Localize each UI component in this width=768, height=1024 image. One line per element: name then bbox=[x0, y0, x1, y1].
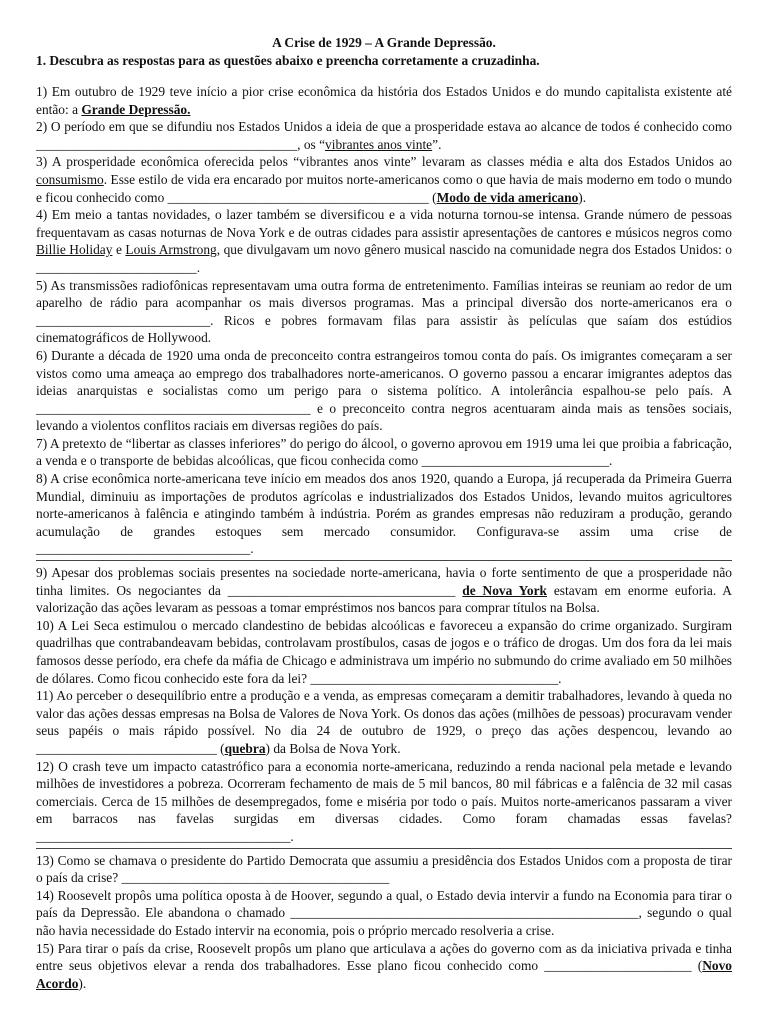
blank-8: ________________________________ bbox=[36, 541, 251, 557]
blank-7: ____________________________ bbox=[421, 453, 610, 469]
blank-9: __________________________________ bbox=[227, 582, 456, 598]
question-6: 6) Durante a década de 1920 uma onda de preconceito contra estrangeiros tomou conta do país. Os imigrantes começaram a ser vistos como uma ameaça ao emprego dos trabalhadores norte-americanos. O governo passou a encarar imigrantes adeptos das ideias anarquistas e socialistas como um perigo para o sistema político. A intolerância espalhou-se pelo país. A _________________________________________ e o preconceito contra negros acentuaram ainda mais as tensões sociais, levando a violentos conflitos raciais em diversas regiões do país. bbox=[36, 347, 732, 434]
question-4: 4) Em meio a tantas novidades, o lazer também se diversificou e a vida noturna tornou-se intensa. Grande número de pessoas frequentavam as casas noturnas de Nova York e de outras cidades para assistir apresentações de cantores e músicos negros como Billie Holiday e Louis Armstrong, que divulgavam um novo gênero musical nascido na comunidade negra dos Estados Unidos: o ________________________. bbox=[36, 207, 733, 275]
answer-15: Novo Acordo bbox=[36, 958, 732, 991]
blank-6: _________________________________________ bbox=[36, 400, 311, 416]
divider bbox=[36, 848, 732, 849]
underlined-term: vibrantes anos vinte bbox=[325, 136, 433, 152]
answer-11: quebra bbox=[224, 740, 266, 756]
blank-4: ________________________ bbox=[36, 259, 197, 275]
underlined-term: consumismo bbox=[36, 171, 104, 187]
answer-1: Grande Depressão. bbox=[81, 101, 191, 117]
question-8: 8) A crise econômica norte-americana teve início em meados dos anos 1920, quando a Europa, já recuperada da Primeira Guerra Mundial, diminuiu as importações de produtos agrícolas e industrializados dos Estados Unidos, levando muitos agricultores norte-americanos à falência e atingindo também à indústria. Porém as grandes empresas não reduziram a produção, gerando acumulação de grandes estoques sem mercado consumidor. Configurava-se assim uma crise de ________________________________. bbox=[36, 471, 732, 557]
page-title: A Crise de 1929 – A Grande Depressão. bbox=[272, 35, 496, 50]
question-9: 9) Apesar dos problemas sociais presentes na sociedade norte-americana, havia o forte sentimento de que a prosperidade não tinha limites. Os negociantes da __________________________________ de Nova York estavam em enorme euforia. A valorização das ações levaram as pessoas a tomar empréstimos nos bancos para comprar títulos na Bolsa. bbox=[36, 565, 732, 616]
blank-13: ________________________________________ bbox=[121, 870, 390, 886]
question-3: 3) A prosperidade econômica oferecida pelos “vibrantes anos vinte” levaram as classes média e alta dos Estados Unidos ao consumismo. Esse estilo de vida era encarado por muitos norte-americanos como o que havia de mais moderno em todo o mundo e ficou conhecido como _______________________________________ (Modo de vida americano). bbox=[36, 154, 732, 205]
question-12: 12) O crash teve um impacto catastrófico para a economia norte-americana, reduzindo a renda nacional pela metade e levando milhões de investidores a pobreza. Ocorreram fechamento de mais de 5 mil bancos, 80 mil fábricas e a falência de 32 mil casas comerciais. Cerca de 15 milhões de desempregados, fome e miséria por todo o país. Muitos norte-americanos passaram a viver em barracos nas favelas surgidas em diversas cidades. Como foram chamadas essas favelas? ______________________________________. bbox=[36, 758, 732, 844]
blank-2: _______________________________________ bbox=[36, 136, 298, 152]
instruction: 1. Descubra as respostas para as questões abaixo e preencha corretamente a cruzadinha. bbox=[36, 53, 540, 68]
blank-15: ______________________ bbox=[544, 958, 692, 974]
blank-5: __________________________ bbox=[36, 312, 211, 328]
blank-14: ____________________________________________________ bbox=[290, 905, 639, 921]
question-5: 5) As transmissões radiofônicas representavam uma outra forma de entretenimento. Famílias inteiras se reuniam ao redor de um aparelho de rádio para acompanhar os mais diversos programas. Mas a principal diversão dos norte-americanos era o __________________________. Ricos e pobres formavam filas para assistir às películas que saíam dos estúdios cinematográficos de Hollywood. bbox=[36, 277, 732, 346]
question-10: 10) A Lei Seca estimulou o mercado clandestino de bebidas alcoólicas e favoreceu a expansão do crime organizado. Surgiram quadrilhas que contrabandeavam bebidas, controlavam prostíbulos, casas de jogos e o tráfico de drogas. Um dos fora da lei mais famosos desse período, era chefe da máfia de Chicago e administrava um império no submundo do crime avaliado em 50 milhões de dólares. Como ficou conhecido este fora da lei? _____________________________________. bbox=[36, 617, 732, 686]
question-14: 14) Roosevelt propôs uma política oposta à de Hoover, segundo a qual, o Estado devia intervir a fundo na Economia para tirar o país da Depressão. Ele abandona o chamado ____________________________________________________, segundo o qual não havia necessidade do Estado intervir na economia, pois o próprio mercado resolveria a crise. bbox=[36, 887, 732, 938]
blank-11: ___________________________ bbox=[36, 740, 217, 756]
answer-3: Modo de vida americano bbox=[436, 189, 579, 205]
blank-3: _______________________________________ bbox=[167, 189, 429, 205]
question-1: 1) Em outubro de 1929 teve início a pior crise econômica da história dos Estados Unidos e do mundo capitalista existente até então: a Grande Depressão. bbox=[36, 84, 732, 117]
divider bbox=[36, 560, 732, 561]
question-11: 11) Ao perceber o desequilíbrio entre a produção e a venda, as empresas começaram a demitir trabalhadores, levando à queda no valor das ações dessas empresas na Bolsa de Valores de Nova York. Os donos das ações (milhões de pessoas) procuravam vender seus papéis o mais rápido possível. No dia 24 de outubro de 1929, o preço das ações despencou, levando ao ___________________________ (quebra) da Bolsa de Nova York. bbox=[36, 688, 732, 756]
question-15: 15) Para tirar o país da crise, Roosevelt propôs um plano que articulava a ações do governo com as da iniciativa privada e tinha entre seus objetivos elevar a renda dos trabalhadores. Esse plano ficou conhecido como ______________________ (Novo Acordo). bbox=[36, 940, 732, 991]
answer-9: de Nova York bbox=[462, 582, 547, 598]
question-13: 13) Como se chamava o presidente do Partido Democrata que assumiu a presidência dos Estados Unidos com a proposta de tirar o país da crise? ________________________________________ bbox=[36, 852, 732, 886]
question-2: 2) O período em que se difundiu nos Estados Unidos a ideia de que a prosperidade estava ao alcance de todos é conhecido como _______________________________________, os “vibrantes anos vinte”. bbox=[36, 119, 732, 152]
question-7: 7) A pretexto de “libertar as classes inferiores” do perigo do álcool, o governo aprovou em 1919 uma lei que proibia a fabricação, a venda e o transporte de bebidas alcoólicas, que ficou conhecida como ____________________________. bbox=[36, 435, 732, 469]
underlined-term: Louis Armstrong bbox=[125, 242, 217, 258]
blank-12: ______________________________________ bbox=[36, 828, 291, 844]
blank-10: _____________________________________ bbox=[310, 670, 559, 686]
underlined-term: Billie Holiday bbox=[36, 242, 113, 258]
